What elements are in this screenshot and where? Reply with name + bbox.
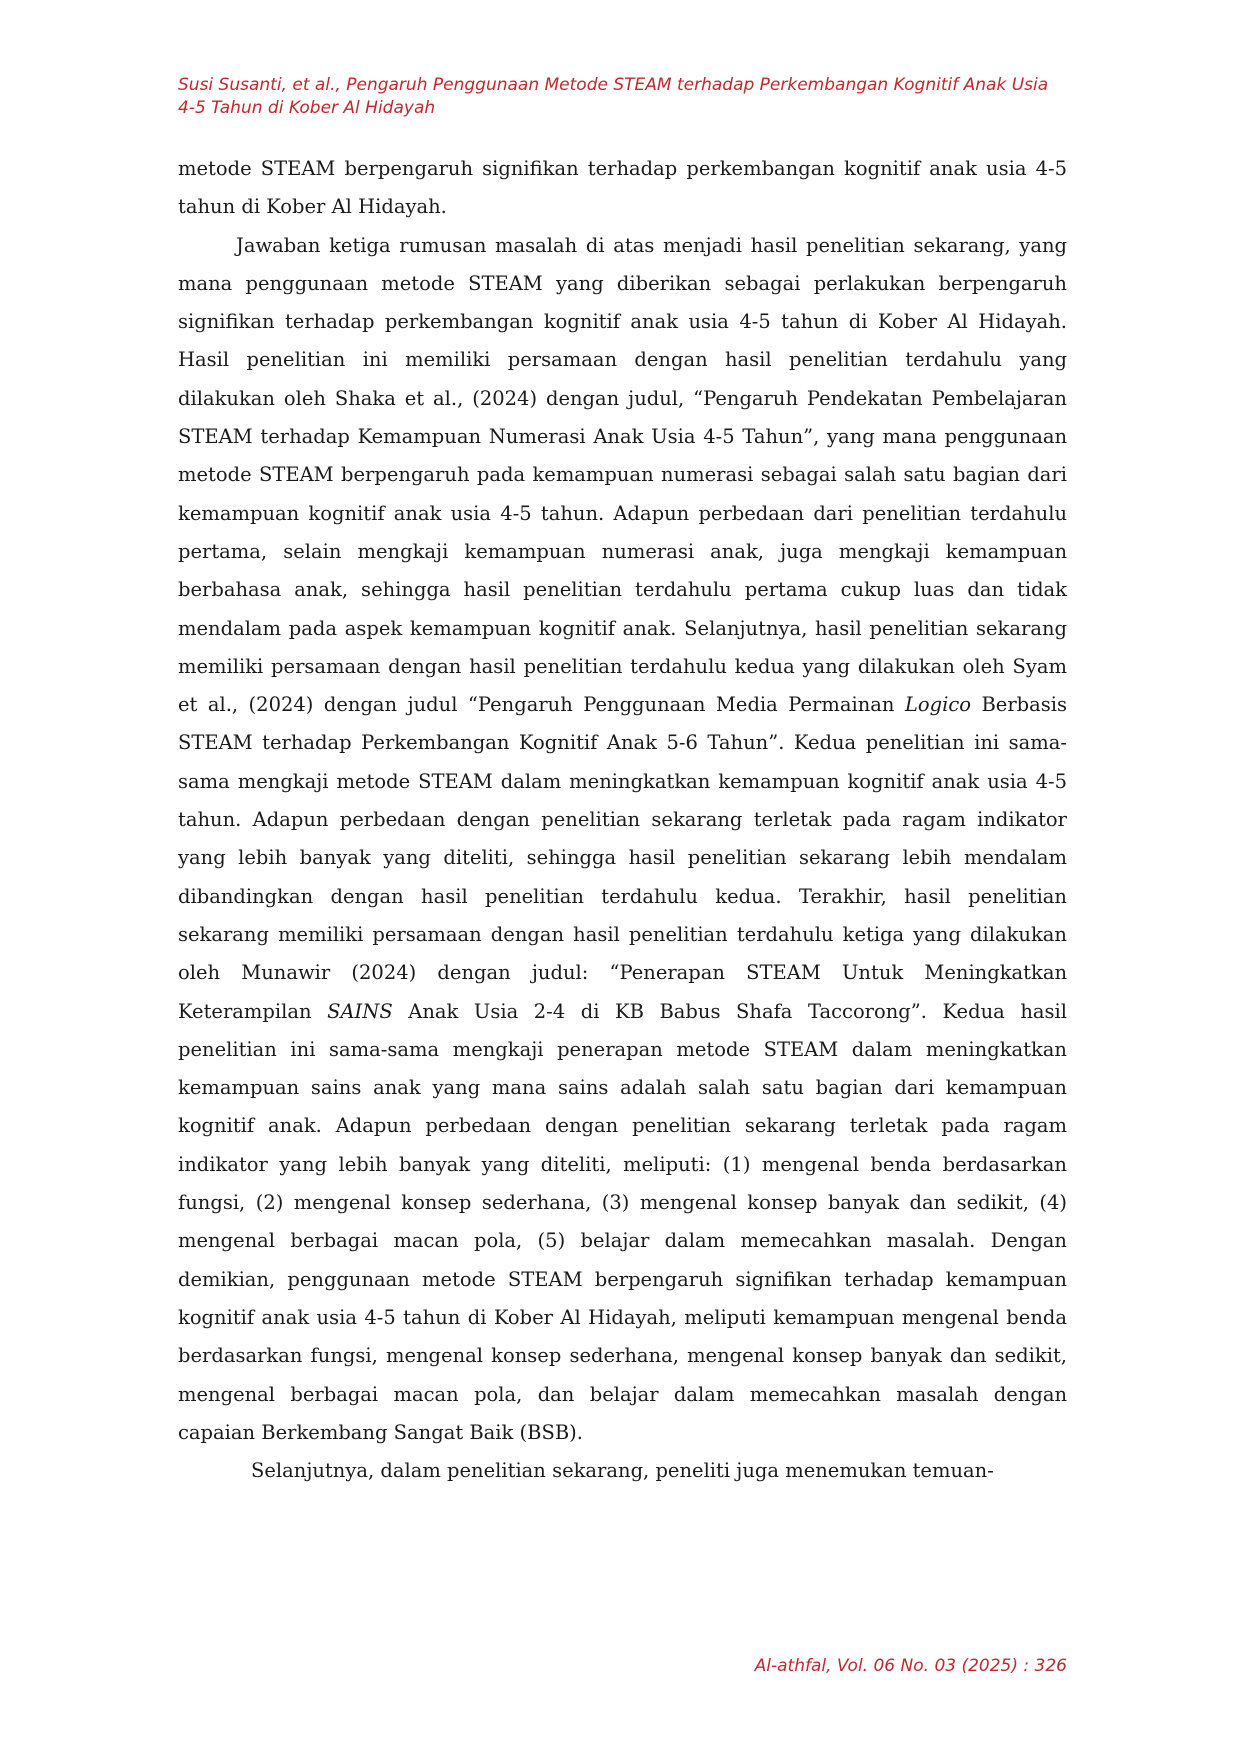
paragraph-3: Selanjutnya, dalam penelitian sekarang, peneliti juga menemukan temuan- bbox=[251, 1459, 994, 1483]
paragraph-2 bbox=[178, 227, 1067, 1453]
running-header-line-1: Susi Susanti, et al., Pengaruh Penggunaan Metode STEAM terhadap Perkembangan Kognitif Anak Usia bbox=[178, 75, 1049, 95]
italic-term-sains: SAINS bbox=[327, 999, 393, 1023]
paragraph-2-part-c: Anak Usia 2-4 di KB Babus Shafa Taccorong”. Kedua hasil penelitian ini sama-sama mengkaji penerapan metode STEAM dalam meningkatkan kemampuan sains anak yang mana sains adalah salah satu bagian dari kemampuan kognitif anak. Adapun perbedaan dengan penelitian sekarang terletak pada ragam indikator yang lebih banyak yang diteliti, meliputi: (1) mengenal benda berdasarkan fungsi, (2) mengenal konsep sederhana, (3) mengenal konsep banyak dan sedikit, (4) mengenal berbagai macan pola, (5) belajar dalam memecahkan masalah. Dengan demikian, penggunaan metode STEAM berpengaruh signifikan terhadap kemampuan kognitif anak usia 4-5 tahun di Kober Al Hidayah, meliputi kemampuan mengenal benda berdasarkan fungsi, mengenal konsep sederhana, mengenal konsep banyak dan sedikit, mengenal berbagai macan pola, dan belajar dalam memecahkan masalah dengan capaian Berkembang Sangat Baik (BSB). bbox=[178, 999, 1067, 1444]
paragraph-2-part-a: Jawaban ketiga rumusan masalah di atas menjadi hasil penelitian sekarang, yang mana penggunaan metode STEAM yang diberikan sebagai perlakukan berpengaruh signifikan terhadap perkembangan kognitif anak usia 4-5 tahun di Kober Al Hidayah. Hasil penelitian ini memiliki persamaan dengan hasil penelitian terdahulu yang dilakukan oleh Shaka et al., (2024) dengan judul, “Pengaruh Pendekatan Pembelajaran STEAM terhadap Kemampuan Numerasi Anak Usia 4-5 Tahun”, yang mana penggunaan metode STEAM berpengaruh pada kemampuan numerasi sebagai salah satu bagian dari kemampuan kognitif anak usia 4-5 tahun. Adapun perbedaan dari penelitian terdahulu pertama, selain mengkaji kemampuan numerasi anak, juga mengkaji kemampuan berbahasa anak, sehingga hasil penelitian terdahulu pertama cukup luas dan tidak mendalam pada aspek kemampuan kognitif anak. Selanjutnya, hasil penelitian sekarang memiliki persamaan dengan hasil penelitian terdahulu kedua yang dilakukan oleh Syam et al., (2024) dengan judul “Pengaruh Penggunaan Media Permainan bbox=[178, 233, 1067, 717]
body-text bbox=[178, 150, 1067, 1490]
running-header bbox=[178, 74, 1068, 120]
page-footer: Al-athfal, Vol. 06 No. 03 (2025) : 326 bbox=[754, 1656, 1067, 1676]
paragraph-2-part-b: Berbasis STEAM terhadap Perkembangan Kognitif Anak 5-6 Tahun”. Kedua penelitian ini sama-sama mengkaji metode STEAM dalam meningkatkan kemampuan kognitif anak usia 4-5 tahun. Adapun perbedaan dengan penelitian sekarang terletak pada ragam indikator yang lebih banyak yang diteliti, sehingga hasil penelitian sekarang lebih mendalam dibandingkan dengan hasil penelitian terdahulu kedua. Terakhir, hasil penelitian sekarang memiliki persamaan dengan hasil penelitian terdahulu ketiga yang dilakukan oleh Munawir (2024) dengan judul: “Penerapan STEAM Untuk Meningkatkan Keterampilan bbox=[178, 693, 1068, 1023]
running-header-line-2: 4-5 Tahun di Kober Al Hidayah bbox=[178, 98, 436, 118]
paragraph-1: metode STEAM berpengaruh signifikan terhadap perkembangan kognitif anak usia 4-5 tahun di Kober Al Hidayah. bbox=[178, 157, 1067, 219]
italic-term-logico: Logico bbox=[904, 693, 971, 717]
